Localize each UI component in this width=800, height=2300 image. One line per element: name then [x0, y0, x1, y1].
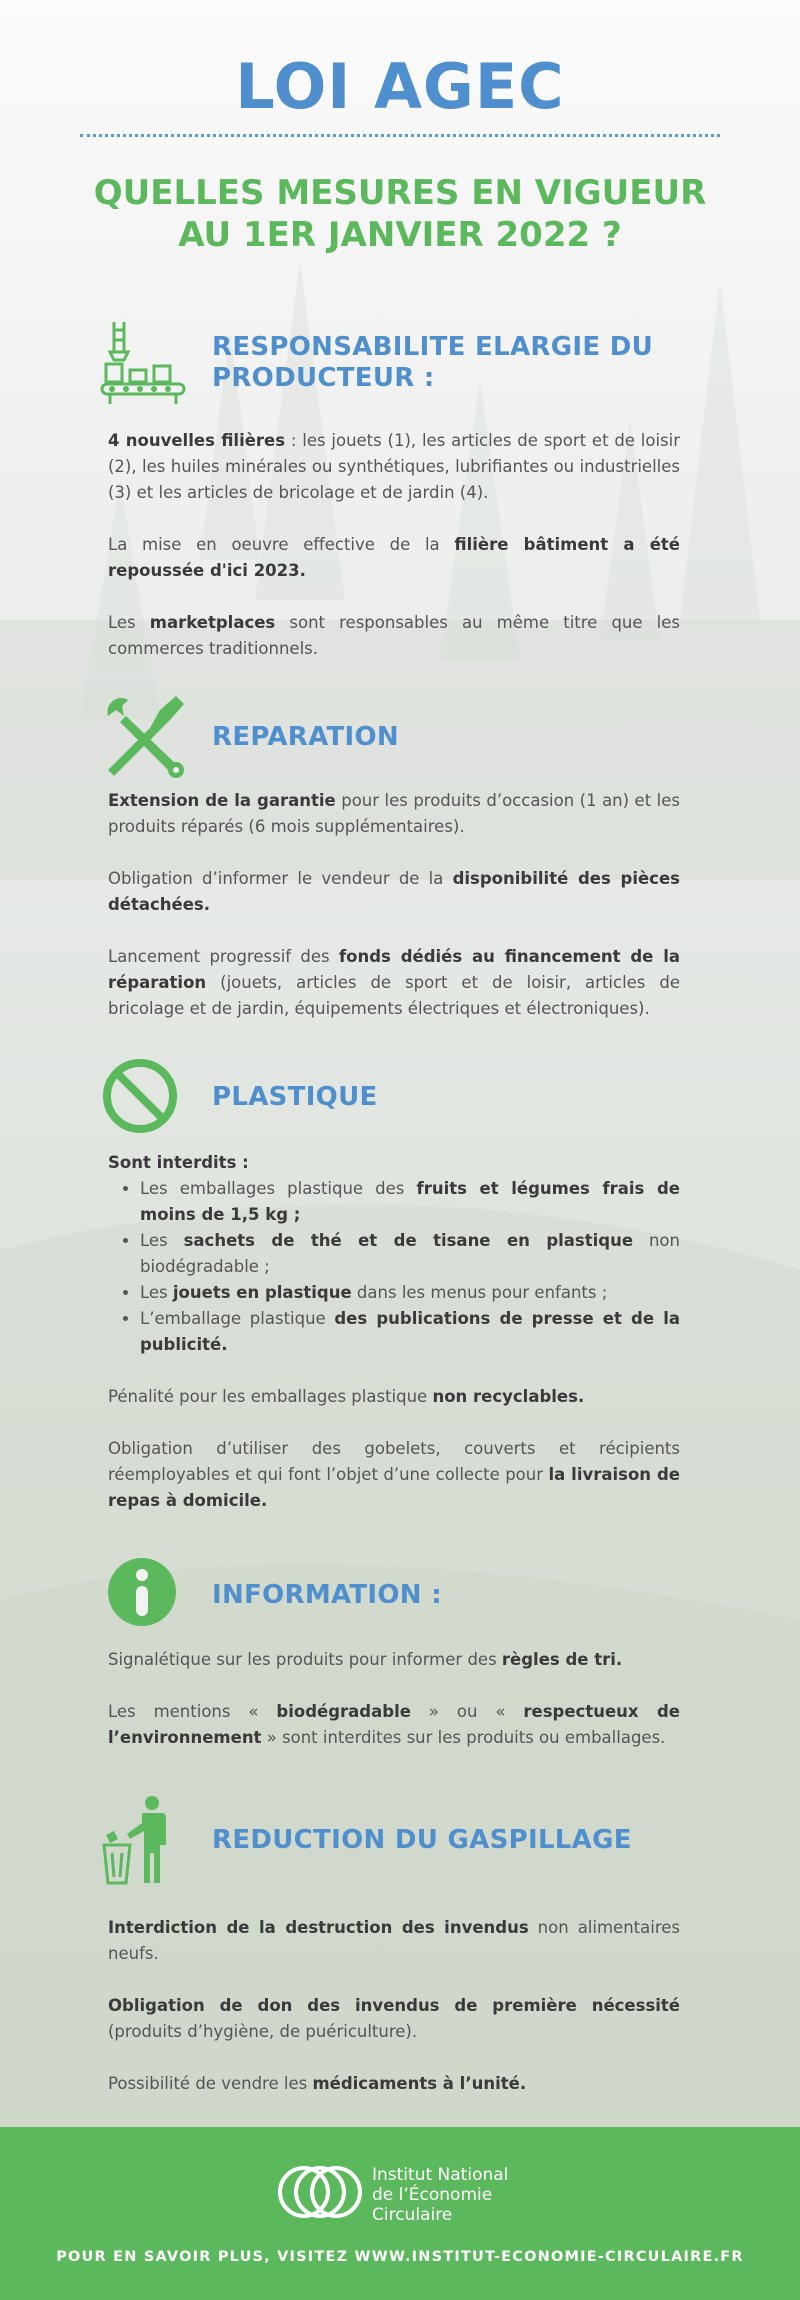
footer [0, 2127, 800, 2300]
list-item [140, 1228, 680, 1280]
gaspillage-paragraph-2 [108, 1993, 680, 2045]
section-header-plastique [100, 1052, 720, 1142]
plastique-paragraph-3 [108, 1436, 680, 1514]
gaspillage-p1-text: non alimentaires neufs. [108, 1918, 680, 1963]
plastique-p3-text: Obligation d’utiliser des gobelets, couverts et récipients réemployables et qui font l’objet d’une collecte pour [108, 1439, 680, 1484]
section-title-gaspillage: REDUCTION DU GASPILLAGE [212, 1825, 632, 1855]
information-p2-text-3: » sont interdites sur les produits ou emballages. [261, 1728, 666, 1747]
page-subtitle [60, 172, 740, 256]
prohibited-icon [100, 1052, 190, 1142]
reparation-p3-bold: fonds dédiés au financement de la réparation [108, 947, 680, 992]
information-paragraph-2 [108, 1699, 680, 1751]
plastique-li3-text-2: dans les menus pour enfants ; [351, 1283, 608, 1302]
rep-p1-bold: 4 nouvelles filières [108, 431, 286, 450]
list-item [140, 1306, 680, 1358]
section-header-gaspillage [100, 1795, 720, 1885]
plastique-li2-bold: sachets de thé et de tisane en plastique [183, 1231, 634, 1250]
plastique-p3-bold: la livraison de repas à domicile. [108, 1465, 680, 1510]
information-p1-bold: règles de tri. [501, 1650, 623, 1669]
plastique-li4-bold: des publications de presse et de la publicité. [140, 1309, 680, 1354]
section-title-plastique: PLASTIQUE [212, 1082, 378, 1112]
org-name-line-3: Circulaire [372, 2205, 453, 2225]
section-header-reparation [100, 690, 720, 780]
subtitle-line-1: QUELLES MESURES EN VIGUEUR [93, 173, 707, 213]
section-title-rep [212, 332, 653, 394]
gaspillage-p1-bold: Interdiction de la destruction des invendus [108, 1918, 529, 1937]
conveyor-icon [100, 318, 190, 408]
reparation-p1-bold: Extension de la garantie [108, 791, 336, 810]
institute-logo[interactable] [274, 2157, 534, 2227]
reparation-paragraph-1 [108, 788, 680, 840]
information-p2-bold-2: respectueux de l’environnement [108, 1702, 680, 1747]
reparation-p2-bold: disponibilité des pièces détachées. [108, 869, 680, 914]
plastique-list [108, 1176, 680, 1358]
reparation-p1-text: pour les produits d’occasion (1 an) et les produits réparés (6 mois supplémentaires). [108, 791, 680, 836]
info-icon [100, 1548, 190, 1638]
plastique-p2-bold: non recyclables. [432, 1387, 585, 1406]
list-item [140, 1176, 680, 1228]
org-name [372, 2165, 508, 2225]
reparation-paragraph-2 [108, 866, 680, 918]
trash-person-icon [100, 1795, 190, 1885]
section-body-rep [108, 428, 680, 688]
plastique-li2-text-2: non biodégradable ; [140, 1231, 680, 1276]
section-header-rep [100, 318, 720, 408]
plastique-li3-text-1: Les [140, 1283, 173, 1302]
section-title-rep-line-1: RESPONSABILITE ELARGIE DU [212, 332, 654, 362]
reparation-p2-text: Obligation d’informer le vendeur de la [108, 869, 453, 888]
reparation-paragraph-3 [108, 944, 680, 1022]
reparation-p3-text-1: Lancement progressif des [108, 947, 339, 966]
section-title-information: INFORMATION : [212, 1580, 442, 1610]
plastique-intro-bold: Sont interdits : [108, 1153, 249, 1172]
plastique-li1-text: Les emballages plastique des [140, 1179, 417, 1198]
plastique-li4-text: L’emballage plastique [140, 1309, 335, 1328]
information-p2-text-1: Les mentions « [108, 1702, 277, 1721]
section-title-rep-line-2: PRODUCTEUR : [212, 363, 435, 393]
plastique-p2-text: Pénalité pour les emballages plastique [108, 1387, 433, 1406]
title-divider [80, 134, 720, 137]
section-body-gaspillage [108, 1915, 680, 2123]
rep-p3-text-2: sont responsables au même titre que les commerces traditionnels. [108, 613, 680, 658]
page-title: LOI AGEC [235, 50, 565, 123]
rep-paragraph-1 [108, 428, 680, 506]
website-link[interactable]: POUR EN SAVOIR PLUS, VISITEZ WWW.INSTITUT-ECONOMIE-CIRCULAIRE.FR [56, 2249, 744, 2265]
circles-logo-icon [274, 2157, 364, 2227]
plastique-li1-bold: fruits et légumes frais de moins de 1,5 kg ; [140, 1179, 680, 1224]
gaspillage-p2-text: (produits d’hygiène, de puériculture). [108, 2022, 418, 2041]
section-body-reparation [108, 788, 680, 1048]
rep-p2-text: La mise en oeuvre effective de la [108, 535, 455, 554]
gaspillage-p3-text: Possibilité de vendre les [108, 2074, 313, 2093]
rep-p1-text: : les jouets (1), les articles de sport et de loisir (2), les huiles minérales ou synthétiques, lubrifiantes ou industrielles (3) et les articles de bricolage et de jardin (4). [108, 431, 680, 502]
plastique-intro [108, 1150, 680, 1176]
plastique-li3-bold: jouets en plastique [172, 1283, 352, 1302]
rep-p3-text-1: Les [108, 613, 150, 632]
plastique-paragraph-2 [108, 1384, 680, 1410]
gaspillage-p3-bold: médicaments à l’unité. [312, 2074, 527, 2093]
section-body-plastique [108, 1150, 680, 1540]
rep-p2-bold: filière bâtiment a été repoussée d'ici 2023. [108, 535, 680, 580]
rep-paragraph-3 [108, 610, 680, 662]
subtitle-line-2: AU 1ER JANVIER 2022 ? [178, 215, 622, 255]
rep-paragraph-2 [108, 532, 680, 584]
section-title-reparation: REPARATION [212, 722, 399, 752]
information-paragraph-1 [108, 1647, 680, 1673]
section-header-information [100, 1548, 720, 1638]
tools-icon [100, 690, 190, 780]
org-name-line-2: de l’Économie [372, 2185, 493, 2205]
gaspillage-paragraph-1 [108, 1915, 680, 1967]
reparation-p3-text-2: (jouets, articles de sport et de loisir, articles de bricolage et de jardin, équipements électriques et électroniques). [108, 973, 680, 1018]
gaspillage-paragraph-3 [108, 2071, 680, 2097]
list-item [140, 1280, 680, 1306]
plastique-li2-text-1: Les [140, 1231, 184, 1250]
org-name-line-1: Institut National [372, 2165, 509, 2185]
information-p1-text: Signalétique sur les produits pour informer des [108, 1650, 502, 1669]
section-body-information [108, 1647, 680, 1777]
gaspillage-p2-bold: Obligation de don des invendus de première nécessité [108, 1996, 680, 2015]
rep-p3-bold: marketplaces [149, 613, 276, 632]
information-p2-bold-1: biodégradable [276, 1702, 411, 1721]
information-p2-text-2: » ou « [410, 1702, 524, 1721]
